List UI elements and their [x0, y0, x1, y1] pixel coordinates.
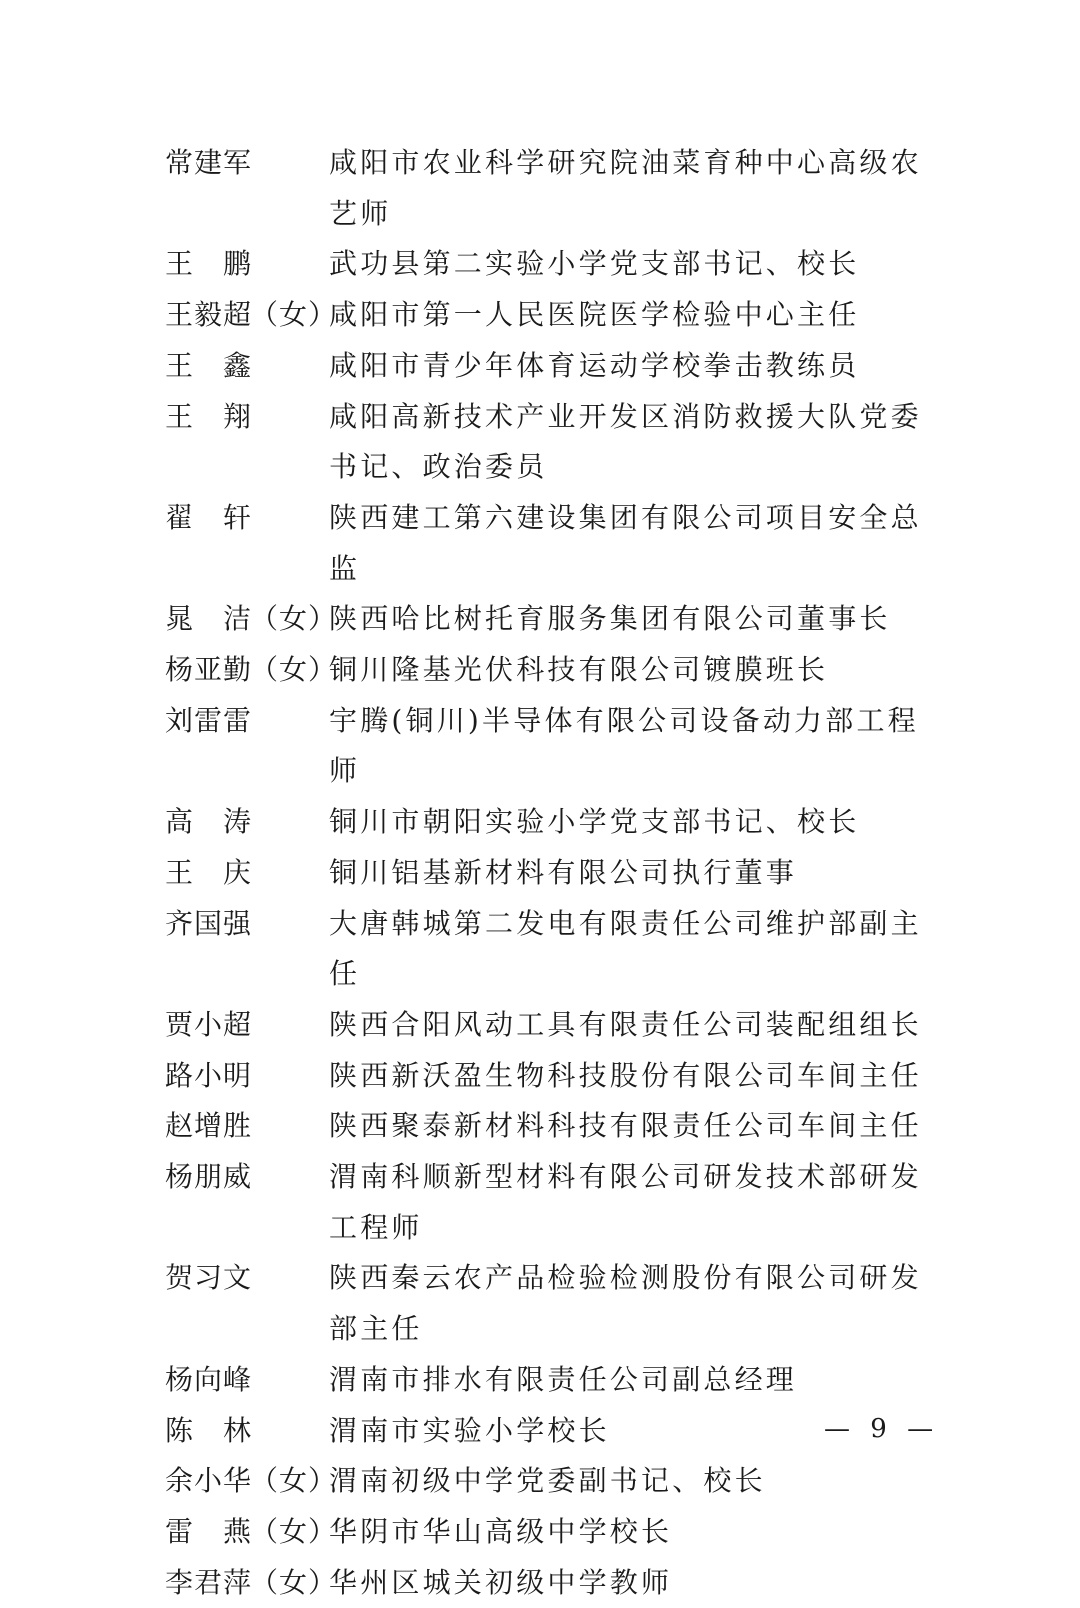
person-name-text: 杨朋威 [165, 1160, 253, 1194]
person-name [165, 1051, 329, 1102]
person-name [165, 797, 329, 848]
person-name [165, 848, 329, 899]
person-title: 陕西新沃盈生物科技股份有限公司车间主任 [329, 1058, 922, 1092]
person-name [165, 1558, 338, 1608]
list-item [165, 1355, 925, 1406]
person-name [165, 645, 338, 696]
person-name-text: 陈 林 [165, 1413, 253, 1447]
list-item [165, 696, 925, 797]
person-name [165, 1507, 338, 1558]
person-name [165, 899, 329, 950]
person-name-text: 贺习文 [165, 1261, 253, 1295]
list-item [165, 899, 925, 1000]
list-item [165, 290, 925, 341]
person-name-text: 路小明 [165, 1058, 253, 1092]
person-name [165, 392, 329, 443]
person-name-text: 杨向峰 [165, 1362, 253, 1396]
gender-tag: （女） [250, 602, 338, 636]
person-name [165, 1406, 329, 1457]
person-name-text: 赵增胜 [165, 1109, 253, 1143]
list-item [165, 1152, 925, 1253]
list-item [165, 1101, 925, 1152]
gender-tag: （女） [250, 653, 338, 687]
person-name [165, 1101, 329, 1152]
person-name-text: 常建军 [165, 146, 253, 179]
list-item [165, 797, 925, 848]
person-title: 渭南科顺新型材料有限公司研发技术部研发工程师 [329, 1160, 922, 1244]
person-title: 陕西聚泰新材料科技有限责任公司车间主任 [329, 1109, 922, 1143]
person-name [165, 138, 329, 189]
person-name-text: 王 鑫 [165, 348, 253, 382]
person-title: 华州区城关初级中学教师 [329, 1565, 673, 1599]
list-item [165, 1000, 925, 1051]
person-title: 咸阳市第一人民医院医学检验中心主任 [329, 298, 860, 332]
page-number: — 9 — [824, 1414, 940, 1444]
person-name-text: 刘雷雷 [165, 703, 253, 737]
person-title: 咸阳高新技术产业开发区消防救援大队党委书记、政治委员 [329, 399, 922, 484]
person-name [165, 594, 338, 645]
list-item [165, 1406, 925, 1457]
person-name-text: 王 翔 [165, 399, 253, 433]
list-item [165, 493, 925, 594]
person-name-text: 雷 燕 [165, 1514, 253, 1548]
person-title: 铜川铝基新材料有限公司执行董事 [329, 855, 798, 889]
person-name [165, 493, 329, 544]
honoree-list [165, 138, 925, 1608]
person-name [165, 1000, 329, 1051]
person-name-text: 齐国强 [165, 906, 253, 940]
person-name-text: 杨亚勤 [165, 653, 253, 687]
person-title: 铜川隆基光伏科技有限公司镀膜班长 [329, 653, 829, 687]
list-item [165, 645, 925, 696]
list-item [165, 594, 925, 645]
person-name-text: 余小华 [165, 1464, 253, 1498]
person-name-text: 王 鹏 [165, 247, 253, 281]
list-item [165, 341, 925, 392]
person-name-text: 晁 洁 [165, 602, 253, 636]
list-item [165, 1456, 925, 1507]
list-item [165, 848, 925, 899]
person-name [165, 290, 338, 341]
person-name [165, 1456, 338, 1507]
gender-tag: （女） [250, 1514, 338, 1548]
person-title: 咸阳市青少年体育运动学校拳击教练员 [329, 348, 860, 382]
person-title: 铜川市朝阳实验小学党支部书记、校长 [329, 805, 860, 839]
person-name-text: 王毅超 [165, 298, 253, 332]
gender-tag: （女） [250, 1565, 338, 1599]
person-name [165, 341, 329, 392]
list-item [165, 392, 925, 493]
list-item [165, 1507, 925, 1558]
gender-tag: （女） [250, 298, 338, 332]
person-title: 武功县第二实验小学党支部书记、校长 [329, 247, 860, 281]
person-title: 陕西建工第六建设集团有限公司项目安全总监 [329, 500, 922, 585]
person-title: 渭南市实验小学校长 [329, 1413, 610, 1447]
person-title: 渭南初级中学党委副书记、校长 [329, 1464, 766, 1498]
list-item [165, 1051, 925, 1102]
person-name [165, 696, 329, 747]
person-name-text: 贾小超 [165, 1007, 253, 1041]
list-item [165, 138, 925, 239]
list-item [165, 1253, 925, 1354]
person-title: 陕西秦云农产品检验检测股份有限公司研发部主任 [329, 1261, 922, 1346]
person-title: 陕西合阳风动工具有限责任公司装配组组长 [329, 1007, 922, 1041]
list-item [165, 1558, 925, 1608]
person-name-text: 翟 轩 [165, 500, 253, 534]
person-title: 陕西哈比树托育服务集团有限公司董事长 [329, 602, 891, 636]
person-name [165, 239, 329, 290]
person-name-text: 李君萍 [165, 1565, 253, 1599]
list-item [165, 239, 925, 290]
person-name [165, 1253, 329, 1304]
gender-tag: （女） [250, 1464, 338, 1498]
person-name-text: 高 涛 [165, 805, 253, 839]
person-title: 华阴市华山高级中学校长 [329, 1514, 673, 1548]
person-name-text: 王 庆 [165, 855, 253, 889]
person-name [165, 1152, 329, 1203]
person-title: 咸阳市农业科学研究院油菜育种中心高级农艺师 [329, 146, 922, 230]
person-name [165, 1355, 329, 1406]
person-title: 大唐韩城第二发电有限责任公司维护部副主任 [329, 906, 922, 991]
person-title: 渭南市排水有限责任公司副总经理 [329, 1362, 798, 1396]
person-title: 宇腾(铜川)半导体有限公司设备动力部工程师 [329, 703, 919, 788]
